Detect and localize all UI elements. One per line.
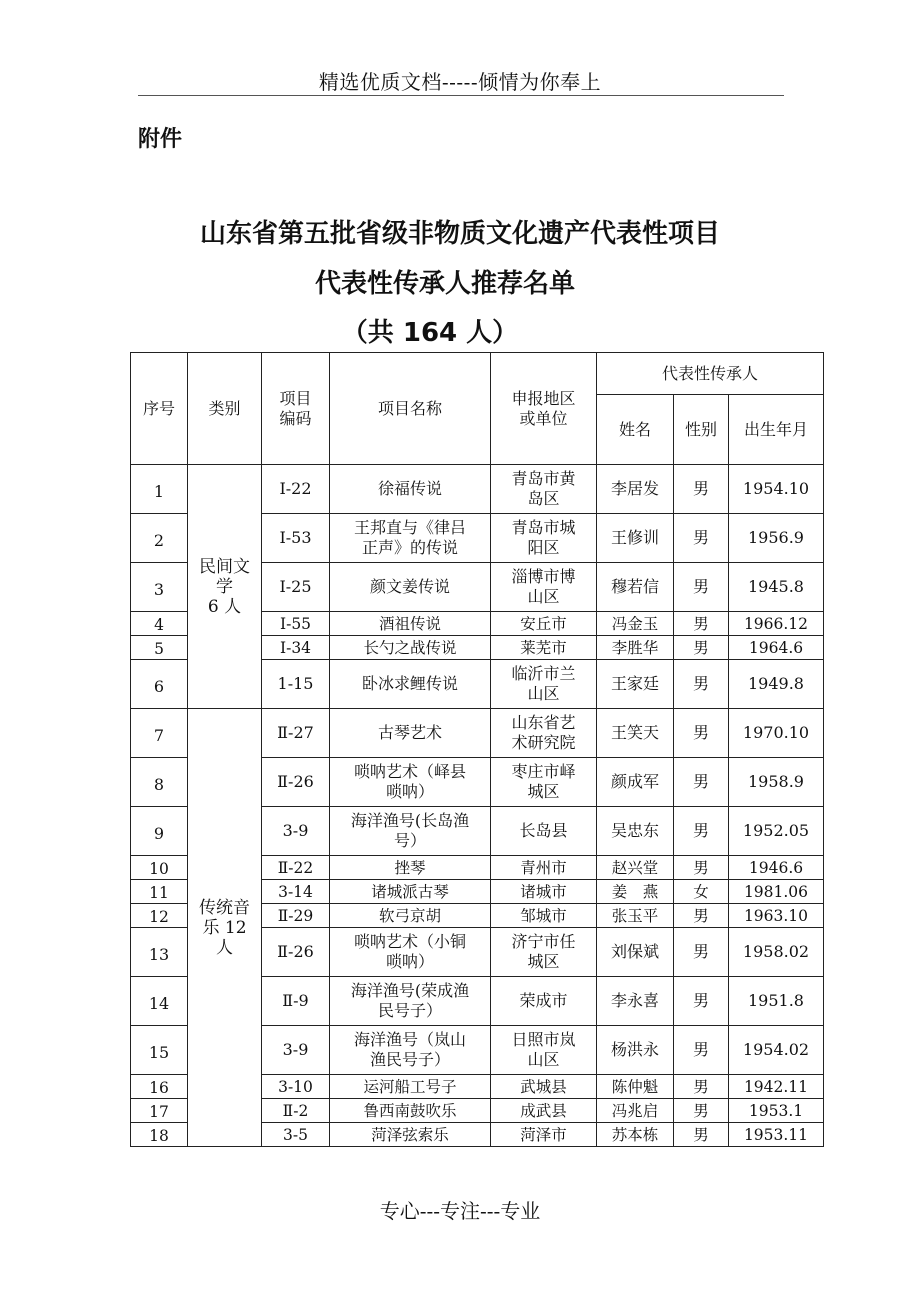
row-code: 3-14 bbox=[262, 880, 330, 904]
header-birth: 出生年月 bbox=[729, 395, 824, 465]
row-code: 3-9 bbox=[262, 1026, 330, 1075]
row-seq: 14 bbox=[131, 977, 188, 1026]
row-birth: 1970.10 bbox=[729, 709, 824, 758]
row-inheritor-name: 穆若信 bbox=[597, 563, 674, 612]
row-region: 安丘市 bbox=[491, 612, 597, 636]
row-inheritor-name: 张玉平 bbox=[597, 904, 674, 928]
row-project-name: 徐福传说 bbox=[330, 465, 491, 514]
row-region: 荣成市 bbox=[491, 977, 597, 1026]
page-footer: 专心---专注---专业 bbox=[379, 1199, 541, 1223]
row-region: 临沂市兰 山区 bbox=[491, 660, 597, 709]
document-title-line2: 代表性传承人推荐名单 bbox=[314, 269, 575, 299]
row-project-name: 鲁西南鼓吹乐 bbox=[330, 1099, 491, 1123]
row-seq: 5 bbox=[131, 636, 188, 660]
row-code: 3-10 bbox=[262, 1075, 330, 1099]
row-birth: 1958.9 bbox=[729, 758, 824, 807]
row-region: 邹城市 bbox=[491, 904, 597, 928]
row-code: 3-5 bbox=[262, 1123, 330, 1147]
row-code: Ⅱ-26 bbox=[262, 928, 330, 977]
row-project-name: 卧冰求鲤传说 bbox=[330, 660, 491, 709]
row-gender: 男 bbox=[674, 1026, 729, 1075]
row-gender: 男 bbox=[674, 660, 729, 709]
row-region: 山东省艺 术研究院 bbox=[491, 709, 597, 758]
row-project-name: 海洋渔号（岚山 渔民号子） bbox=[330, 1026, 491, 1075]
row-code: 3-9 bbox=[262, 807, 330, 856]
row-region: 青岛市城 阳区 bbox=[491, 514, 597, 563]
row-inheritor-name: 李永喜 bbox=[597, 977, 674, 1026]
row-gender: 男 bbox=[674, 709, 729, 758]
row-birth: 1953.11 bbox=[729, 1123, 824, 1147]
row-project-name: 王邦直与《律吕 正声》的传说 bbox=[330, 514, 491, 563]
row-gender: 男 bbox=[674, 563, 729, 612]
row-project-name: 酒祖传说 bbox=[330, 612, 491, 636]
row-code: Ⅰ-34 bbox=[262, 636, 330, 660]
header-seq: 序号 bbox=[131, 353, 188, 465]
row-birth: 1966.12 bbox=[729, 612, 824, 636]
header-category: 类别 bbox=[188, 353, 262, 465]
table-row bbox=[131, 465, 824, 514]
row-region: 济宁市任 城区 bbox=[491, 928, 597, 977]
row-seq: 6 bbox=[131, 660, 188, 709]
row-birth: 1958.02 bbox=[729, 928, 824, 977]
row-project-name: 古琴艺术 bbox=[330, 709, 491, 758]
row-inheritor-name: 吴忠东 bbox=[597, 807, 674, 856]
header-gender: 性别 bbox=[674, 395, 729, 465]
row-gender: 男 bbox=[674, 904, 729, 928]
row-gender: 男 bbox=[674, 977, 729, 1026]
row-inheritor-name: 赵兴堂 bbox=[597, 856, 674, 880]
header-code-text: 项目 编码 bbox=[279, 388, 312, 428]
row-seq: 4 bbox=[131, 612, 188, 636]
row-birth: 1981.06 bbox=[729, 880, 824, 904]
row-code: Ⅰ-53 bbox=[262, 514, 330, 563]
table-row bbox=[131, 709, 824, 758]
row-project-name: 海洋渔号(荣成渔 民号子） bbox=[330, 977, 491, 1026]
row-code: Ⅱ-2 bbox=[262, 1099, 330, 1123]
row-inheritor-name: 陈仲魁 bbox=[597, 1075, 674, 1099]
row-seq: 1 bbox=[131, 465, 188, 514]
row-region: 长岛县 bbox=[491, 807, 597, 856]
attachment-label: 附件 bbox=[138, 127, 183, 152]
inheritor-table bbox=[130, 352, 824, 1147]
row-birth: 1946.6 bbox=[729, 856, 824, 880]
row-birth: 1964.6 bbox=[729, 636, 824, 660]
row-inheritor-name: 杨洪永 bbox=[597, 1026, 674, 1075]
row-region: 日照市岚 山区 bbox=[491, 1026, 597, 1075]
row-seq: 16 bbox=[131, 1075, 188, 1099]
row-seq: 2 bbox=[131, 514, 188, 563]
row-gender: 男 bbox=[674, 514, 729, 563]
row-birth: 1963.10 bbox=[729, 904, 824, 928]
row-gender: 男 bbox=[674, 807, 729, 856]
header-name: 姓名 bbox=[597, 395, 674, 465]
row-inheritor-name: 李胜华 bbox=[597, 636, 674, 660]
header-inheritor-group: 代表性传承人 bbox=[597, 353, 824, 395]
row-gender: 男 bbox=[674, 758, 729, 807]
row-birth: 1942.11 bbox=[729, 1075, 824, 1099]
row-code: Ⅱ-26 bbox=[262, 758, 330, 807]
header-region-text: 申报地区 或单位 bbox=[511, 388, 576, 428]
row-birth: 1956.9 bbox=[729, 514, 824, 563]
row-region: 诸城市 bbox=[491, 880, 597, 904]
row-code: Ⅱ-9 bbox=[262, 977, 330, 1026]
row-birth: 1945.8 bbox=[729, 563, 824, 612]
row-birth: 1954.10 bbox=[729, 465, 824, 514]
row-seq: 8 bbox=[131, 758, 188, 807]
header-region bbox=[491, 353, 597, 465]
row-region: 菏泽市 bbox=[491, 1123, 597, 1147]
row-seq: 9 bbox=[131, 807, 188, 856]
row-gender: 女 bbox=[674, 880, 729, 904]
header-project-name: 项目名称 bbox=[330, 353, 491, 465]
row-project-name: 海洋渔号(长岛渔 号） bbox=[330, 807, 491, 856]
row-region: 淄博市博 山区 bbox=[491, 563, 597, 612]
row-project-name: 颜文姜传说 bbox=[330, 563, 491, 612]
row-project-name: 长勺之战传说 bbox=[330, 636, 491, 660]
row-inheritor-name: 颜成军 bbox=[597, 758, 674, 807]
row-project-name: 唢呐艺术（峄县 唢呐） bbox=[330, 758, 491, 807]
row-inheritor-name: 冯金玉 bbox=[597, 612, 674, 636]
row-birth: 1952.05 bbox=[729, 807, 824, 856]
row-region: 枣庄市峄 城区 bbox=[491, 758, 597, 807]
row-code: Ⅰ-55 bbox=[262, 612, 330, 636]
row-code: Ⅰ-25 bbox=[262, 563, 330, 612]
row-region: 武城县 bbox=[491, 1075, 597, 1099]
header-code bbox=[262, 353, 330, 465]
document-title-count: （共 164 人） bbox=[341, 318, 519, 348]
row-birth: 1951.8 bbox=[729, 977, 824, 1026]
row-inheritor-name: 苏本栋 bbox=[597, 1123, 674, 1147]
row-code: Ⅰ-22 bbox=[262, 465, 330, 514]
row-birth: 1954.02 bbox=[729, 1026, 824, 1075]
row-seq: 13 bbox=[131, 928, 188, 977]
row-project-name: 运河船工号子 bbox=[330, 1075, 491, 1099]
row-inheritor-name: 刘保斌 bbox=[597, 928, 674, 977]
row-inheritor-name: 王家廷 bbox=[597, 660, 674, 709]
document-title-line1: 山东省第五批省级非物质文化遗产代表性项目 bbox=[199, 219, 720, 249]
row-gender: 男 bbox=[674, 465, 729, 514]
row-gender: 男 bbox=[674, 636, 729, 660]
row-gender: 男 bbox=[674, 1099, 729, 1123]
row-code: Ⅱ-22 bbox=[262, 856, 330, 880]
row-code: Ⅱ-29 bbox=[262, 904, 330, 928]
row-inheritor-name: 李居发 bbox=[597, 465, 674, 514]
row-seq: 15 bbox=[131, 1026, 188, 1075]
page-header: 精选优质文档-----倾情为你奉上 bbox=[318, 70, 602, 94]
row-inheritor-name: 冯兆启 bbox=[597, 1099, 674, 1123]
row-seq: 10 bbox=[131, 856, 188, 880]
row-project-name: 唢呐艺术（小铜 唢呐） bbox=[330, 928, 491, 977]
row-seq: 18 bbox=[131, 1123, 188, 1147]
row-inheritor-name: 姜 燕 bbox=[597, 880, 674, 904]
row-birth: 1953.1 bbox=[729, 1099, 824, 1123]
row-project-name: 诸城派古琴 bbox=[330, 880, 491, 904]
row-gender: 男 bbox=[674, 1123, 729, 1147]
row-region: 成武县 bbox=[491, 1099, 597, 1123]
row-seq: 11 bbox=[131, 880, 188, 904]
row-gender: 男 bbox=[674, 1075, 729, 1099]
row-inheritor-name: 王修训 bbox=[597, 514, 674, 563]
row-gender: 男 bbox=[674, 856, 729, 880]
row-birth: 1949.8 bbox=[729, 660, 824, 709]
header-rule bbox=[138, 95, 784, 96]
row-seq: 7 bbox=[131, 709, 188, 758]
row-project-name: 软弓京胡 bbox=[330, 904, 491, 928]
category-cell: 传统音 乐 12 人 bbox=[188, 709, 262, 1147]
row-inheritor-name: 王笑天 bbox=[597, 709, 674, 758]
row-seq: 3 bbox=[131, 563, 188, 612]
row-region: 青州市 bbox=[491, 856, 597, 880]
row-gender: 男 bbox=[674, 928, 729, 977]
row-code: Ⅱ-27 bbox=[262, 709, 330, 758]
row-project-name: 菏泽弦索乐 bbox=[330, 1123, 491, 1147]
row-seq: 12 bbox=[131, 904, 188, 928]
row-region: 青岛市黄 岛区 bbox=[491, 465, 597, 514]
row-project-name: 挫琴 bbox=[330, 856, 491, 880]
category-cell: 民间文 学 6 人 bbox=[188, 465, 262, 709]
row-code: 1-15 bbox=[262, 660, 330, 709]
row-region: 莱芜市 bbox=[491, 636, 597, 660]
row-seq: 17 bbox=[131, 1099, 188, 1123]
row-gender: 男 bbox=[674, 612, 729, 636]
